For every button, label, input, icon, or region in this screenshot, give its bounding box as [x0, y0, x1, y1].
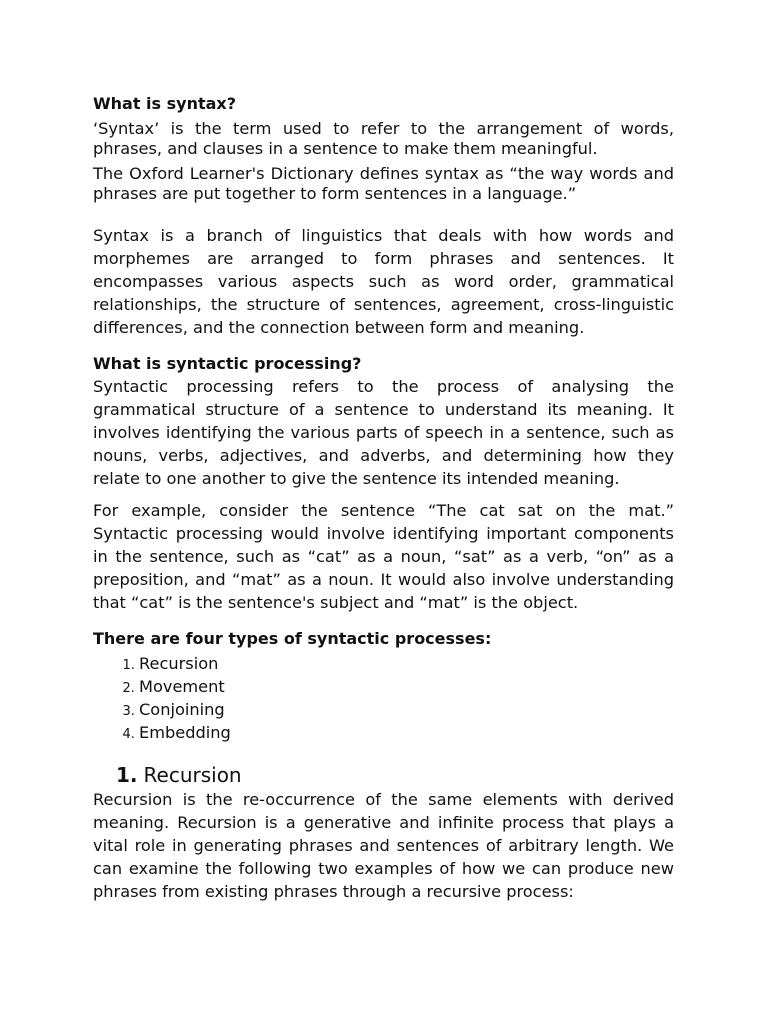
section-heading-recursion	[93, 762, 674, 788]
paragraph-syntax-definition: ‘Syntax’ is the term used to refer to the arrangement of words, phrases, and clauses in a sentence to make them meaningful.	[93, 119, 674, 158]
paragraph-oxford-definition: The Oxford Learner's Dictionary defines syntax as “the way words and phrases are put together to form sentences in a language.”	[93, 164, 674, 203]
paragraph-processing-definition: Syntactic processing refers to the process of analysing the grammatical structure of a sentence to understand its meaning. It involves identifying the various parts of speech in a sentence, such as nouns, verbs, adjectives, and adverbs, and determining how they relate to one another to give the sentence its intended meaning.	[93, 377, 674, 488]
heading-syntactic-processing: What is syntactic processing?	[93, 354, 362, 373]
list-item: 1. Recursion	[139, 652, 674, 675]
paragraph-recursion: Recursion is the re-occurrence of the same elements with derived meaning. Recursion is a generative and infinite process that plays a vital role in generating phrases and sentences of arbitrary length. We can examine the following two examples of how we can produce new phrases from existing phrases through a recursive process:	[93, 790, 674, 901]
section-number: 1.	[116, 763, 138, 787]
heading-types: There are four types of syntactic processes:	[93, 629, 492, 648]
section-title: Recursion	[143, 763, 242, 787]
list-item: 4. Embedding	[139, 721, 674, 744]
heading-what-is-syntax: What is syntax?	[93, 94, 237, 113]
paragraph-example: For example, consider the sentence “The cat sat on the mat.” Syntactic processing would involve identifying important components in the sentence, such as “cat” as a noun, “sat” as a verb, “on” as a preposition, and “mat” as a noun. It would also involve understanding that “cat” is the sentence's subject and “mat” is the object.	[93, 501, 674, 612]
types-list	[93, 652, 674, 744]
paragraph-syntax-branch: Syntax is a branch of linguistics that deals with how words and morphemes are arranged to form phrases and sentences. It encompasses various aspects such as word order, grammatical relationships, the structure of sentences, agreement, cross-linguistic differences, and the connection between form and meaning.	[93, 226, 674, 337]
list-item: 2. Movement	[139, 675, 674, 698]
list-item: 3. Conjoining	[139, 698, 674, 721]
